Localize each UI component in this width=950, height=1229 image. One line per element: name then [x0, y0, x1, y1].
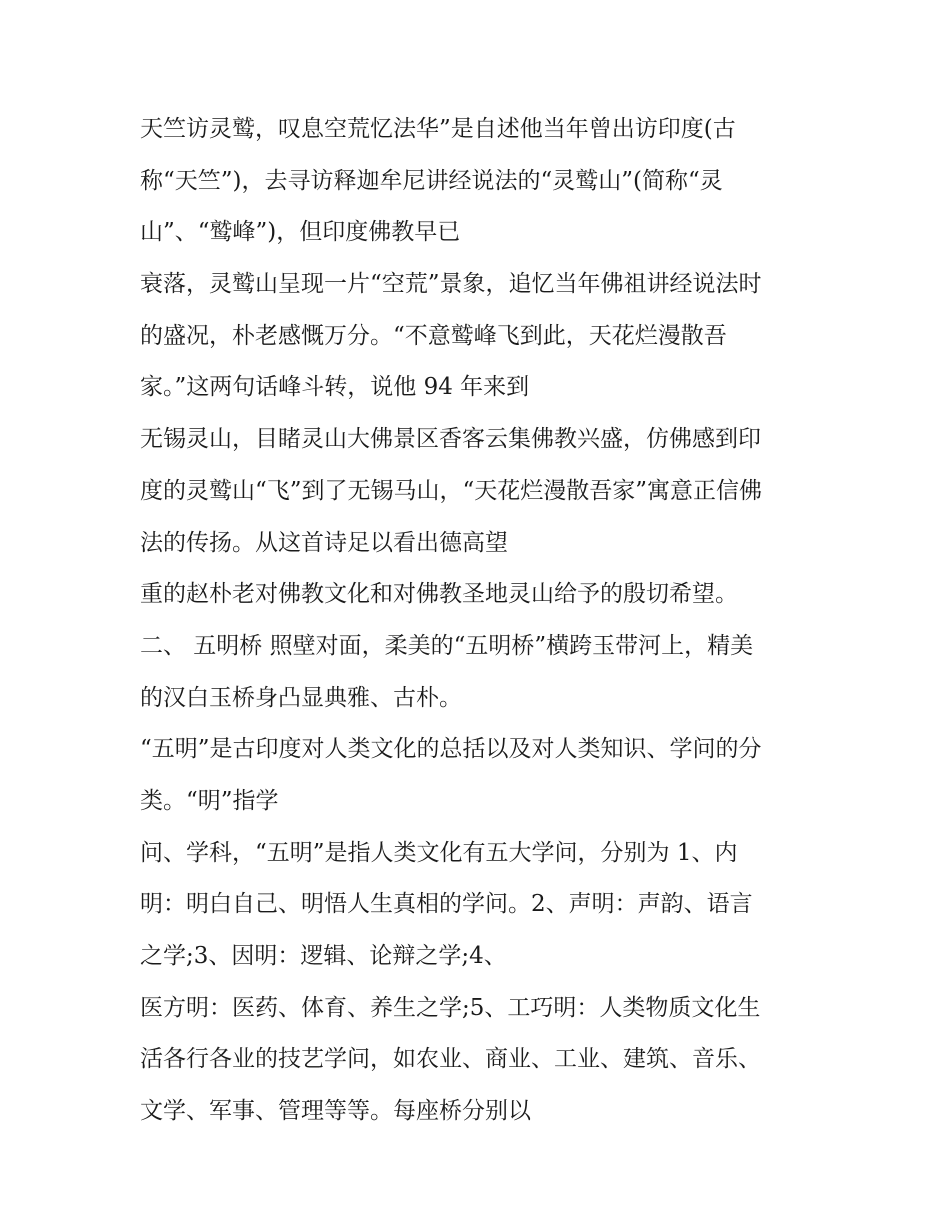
text-line: 二、 五明桥 照壁对面，柔美的“五明桥”横跨玉带河上，精美 — [140, 632, 754, 659]
text-line: “五明”是古印度对人类文化的总括以及对人类知识、学问的分 — [140, 736, 762, 763]
text-line: 天竺访灵鹫，叹息空荒忆法华”是自述他当年曾出访印度(古 — [140, 116, 736, 142]
text-line: 衰落，灵鹫山呈现一片“空荒”景象，追忆当年佛祖讲经说法时 — [140, 271, 762, 298]
text-line: 医方明：医药、体育、养生之学;5、工巧明：人类物质文化生 — [140, 994, 761, 1021]
text-line: 文学、军事、管理等等。每座桥分别以 — [140, 1098, 531, 1125]
text-line: 类。“明”指学 — [140, 787, 279, 814]
text-line: 法的传扬。从这首诗足以看出德高望 — [140, 529, 508, 556]
text-line: 家。”这两句话峰斗转，说他 94 年来到 — [140, 374, 530, 401]
text-line: 活各行各业的技艺学问，如农业、商业、工业、建筑、音乐、 — [140, 1046, 761, 1073]
text-line: 无锡灵山，目睹灵山大佛景区香客云集佛教兴盛，仿佛感到印 — [140, 426, 761, 453]
text-line: 明：明白自己、明悟人生真相的学问。2、声明：声韵、语言 — [140, 891, 753, 918]
text-line: 之学;3、因明：逻辑、论辩之学;4、 — [140, 943, 507, 969]
text-line: 的汉白玉桥身凸显典雅、古朴。 — [140, 684, 462, 711]
text-line: 山”、“鹫峰”)，但印度佛教早已 — [140, 219, 461, 246]
text-line: 度的灵鹫山“飞”到了无锡马山，“天花烂漫散吾家”寓意正信佛 — [140, 477, 763, 504]
body-text — [140, 104, 830, 1138]
text-line: 重的赵朴老对佛教文化和对佛教圣地灵山给予的殷切希望。 — [140, 581, 738, 608]
text-line: 问、学科，“五明”是指人类文化有五大学问，分别为 1、内 — [140, 839, 738, 866]
text-line: 的盛况，朴老感慨万分。“不意鹫峰飞到此，天花烂漫散吾 — [140, 322, 727, 349]
text-line: 称“天竺”)，去寻访释迦牟尼讲经说法的“灵鹫山”(简称“灵 — [140, 167, 723, 194]
